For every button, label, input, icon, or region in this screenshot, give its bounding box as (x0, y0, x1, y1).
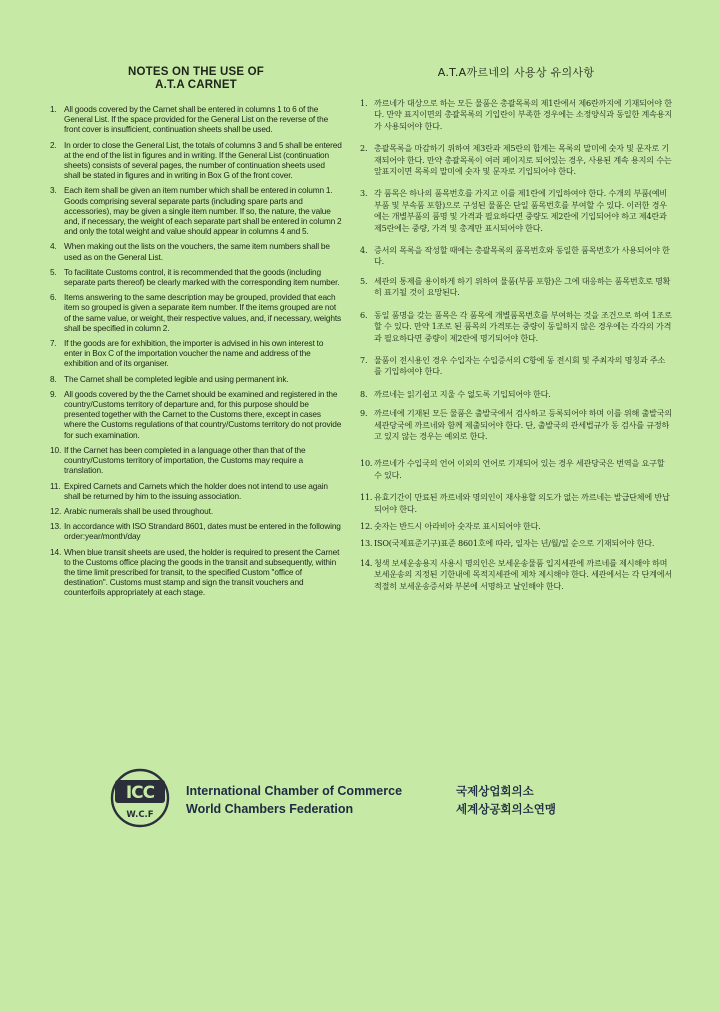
english-note-item: 7. If the goods are for exhibition, the importer is advised in his own interest to enter in Box C of the importation voucher the name and address of the exhibition and of its organiser. (50, 338, 324, 369)
korean-note-item: 14. 청색 보세운송용지 사용시 명의인은 보세운송물품 입지세관에 까르네를 제시해야 하며 보세운송의 지정된 기한내에 목적지세관에 제차 제시해야 한다. 세관에서는 각 단계에서 적절히 보세운송증서와 부본에 서명하고 날인해야 한다. (360, 557, 672, 591)
english-notes-list (50, 104, 342, 598)
english-title-line-2: A.T.A CARNET (155, 79, 237, 91)
korean-note-item: 5. 세관의 통제를 용이하게 하기 위하여 물품(부품 포함)은 그에 대응하는 품목번호로 명확히 표기될 것이 요망된다. (360, 275, 671, 298)
english-note-item: 1. All goods covered by the Carnet shall be entered in columns 1 to 6 of the General List. If the space provided for the General List on the reverse of the front cover is insufficient, continuation sheets shall be used. (50, 104, 329, 135)
korean-note-item: 13. ISO(국제표준기구)표준 8601호에 따라, 일자는 년/월/일 순으로 기재되어야 한다. (360, 538, 655, 549)
english-note-item: 2. In order to close the General List, the totals of columns 3 and 5 shall be entered at the end of the list in figures and in writing. If the General List (continuation sheets) consists of several pages, the number of continuation sheets used shall be stated in figures and in writing in Box G of the front cover. (50, 139, 342, 181)
korean-note-item: 12. 숫자는 반드시 아라비아 숫자로 표시되어야 한다. (360, 520, 541, 531)
english-notes-column (50, 66, 342, 598)
icc-wcf-logo-icon (108, 768, 172, 828)
icc-name-korean: 국제상업회의소 (456, 784, 534, 798)
organization-name-korean (456, 782, 556, 818)
english-note-item: 14. When blue transit sheets are used, the holder is required to present the Carnet to the Customs office placing the goods in the transit and subsequently, within the time limit prescribed for transit, to the specified Custom "office of destination". Customs must stamp and sign the transit vouchers and counterfoils appropriately at each stage. (50, 546, 340, 598)
korean-note-item: 9. 까르네에 기재된 모든 물품은 출발국에서 검사하고 등록되어야 하며 이를 위해 출발국의 세관당국에 까르네와 함께 제출되어야 한다. 단, 출발국의 관세법규가 동 검사를 규정하고 있지 않는 경우는 예외로 한다. (360, 408, 672, 441)
korean-notes-title: A.T.A까르네의 사용상 유의사항 (437, 66, 595, 79)
logo-icc-text: ICC (125, 783, 155, 803)
english-note-item: 8. The Carnet shall be completed legible and using permanent ink. (50, 373, 289, 384)
korean-notes-list (360, 98, 672, 592)
english-note-item: 6. Items answering to the same description may be grouped, provided that each item so grouped is given a separate item number. If the items grouped are not of the same value, or weight, their respective values, and, if necessary, weights shall be specified in column 2. (50, 292, 342, 333)
english-note-item: 3. Each item shall be given an item number which shall be entered in column 1. Goods comprising several separate parts (including spare parts and accessories), may be given a single item number. If so, the nature, the value and, if necessary, the weight of each separate part shall be entered in column 2 and only the total weight and value should appear in columns 4 and 5. (50, 185, 342, 237)
english-note-item: 12. Arabic numerals shall be used throughout. (50, 505, 214, 516)
english-title-line-1: NOTES ON THE USE OF (127, 66, 265, 78)
korean-note-item: 3. 각 품목은 하나의 품목번호를 가지고 이를 제1란에 기입하여야 한다. 수개의 부품(예비부품 및 부속품 포함)으로 구성된 물품은 단일 품목번호를 부여할 수 있다. 이러한 경우에는 개별부품의 품명 및 가격과 필요하다면 중량도 제2란에 기입되어야 하고 제4란과 제5란에는 중량, 가격 및 총계만 표시되어야 한다. (360, 188, 668, 233)
logo-wcf-text: W.C.F (126, 810, 154, 820)
korean-note-item: 7. 물품이 전시용인 경우 수입자는 수입증서의 C항에 동 전시회 및 주최자의 명칭과 주소를 기입하여야 한다. (360, 354, 666, 377)
english-note-item: 13. In accordance with ISO Strandard 8601, dates must be entered in the following order:year/month/day (50, 521, 341, 542)
korean-notes-column (360, 66, 672, 592)
english-notes-title (50, 66, 342, 92)
english-note-item: 11. Expired Carnets and Carnets which the holder does not intend to use again shall be returned by him to the issuing association. (50, 480, 328, 501)
icc-name: International Chamber of Commerce (186, 784, 403, 798)
wcf-name-korean: 세계상공회의소연맹 (456, 802, 556, 816)
organization-name-english (186, 782, 402, 818)
korean-note-item: 8. 까르네는 읽기쉽고 지울 수 없도록 기입되어야 한다. (360, 388, 551, 399)
wcf-name: World Chambers Federation (186, 802, 354, 816)
english-note-item: 10. If the Carnet has been completed in a language other than that of the country/Customs territory of importation, the Customs may require a translation. (50, 444, 306, 476)
footer-organizations (108, 768, 628, 828)
english-note-item: 4. When making out the lists on the vouchers, the same item numbers shall be used as on the General List. (50, 241, 330, 262)
korean-note-item: 4. 증서의 목록을 작성할 때에는 총괄목록의 품목번호와 동일한 품목번호가 사용되어야 한다. (360, 245, 670, 267)
korean-note-item: 10. 까르네가 수입국의 언어 이외의 언어로 기재되어 있는 경우 세관당국은 번역을 요구할 수 있다. (360, 458, 665, 480)
english-note-item: 9. All goods covered by the the Carnet should be examined and registered in the country/Customs territory of departure and, for this purpose should be presented together with the Carnet to the Customs there, except in cases where the Customs regulations of that country/Customs territory do not provide for such examination. (50, 388, 342, 440)
korean-note-item: 11. 유효기간이 만료된 까르네와 명의인이 재사용할 의도가 없는 까르네는 발급단체에 반납되어야 한다. (360, 492, 670, 514)
korean-note-item: 6. 동일 품명을 갖는 품목은 각 품목에 개별품목번호를 부여하는 것을 조건으로 하여 1조로 할 수 있다. 만약 1조로 된 품목의 가격또는 중량이 동일하지 않은 경우에는 각각의 가격과 필요하다면 중량이 제2란에 명기되어야 한다. (360, 309, 672, 343)
korean-note-item: 1. 까르네가 대상으로 하는 모든 물품은 총괄목록의 제1란에서 제6란까지에 기재되어야 한다. 만약 표지이면의 총괄목록의 기입란이 부족한 경우에는 소정양식과 동일한 계속용지가 사용되어야 한다. (360, 98, 672, 131)
english-note-item: 5. To facilitate Customs control, it is recommended that the goods (including separate parts thereof) be clearly marked with the corresponding item number. (50, 266, 340, 288)
korean-note-item: 2. 총괄목록을 마감하기 위하여 제3란과 제5란의 합계는 목록의 말미에 숫자 및 문자로 기재되어야 한다. 만약 총괄목록이 여러 페이지로 되어있는 경우, 사용된 계속 용지의 수는 앞표지이면 목록의 말미에 숫자 및 문자로 기입되어야 한다. (360, 143, 672, 177)
